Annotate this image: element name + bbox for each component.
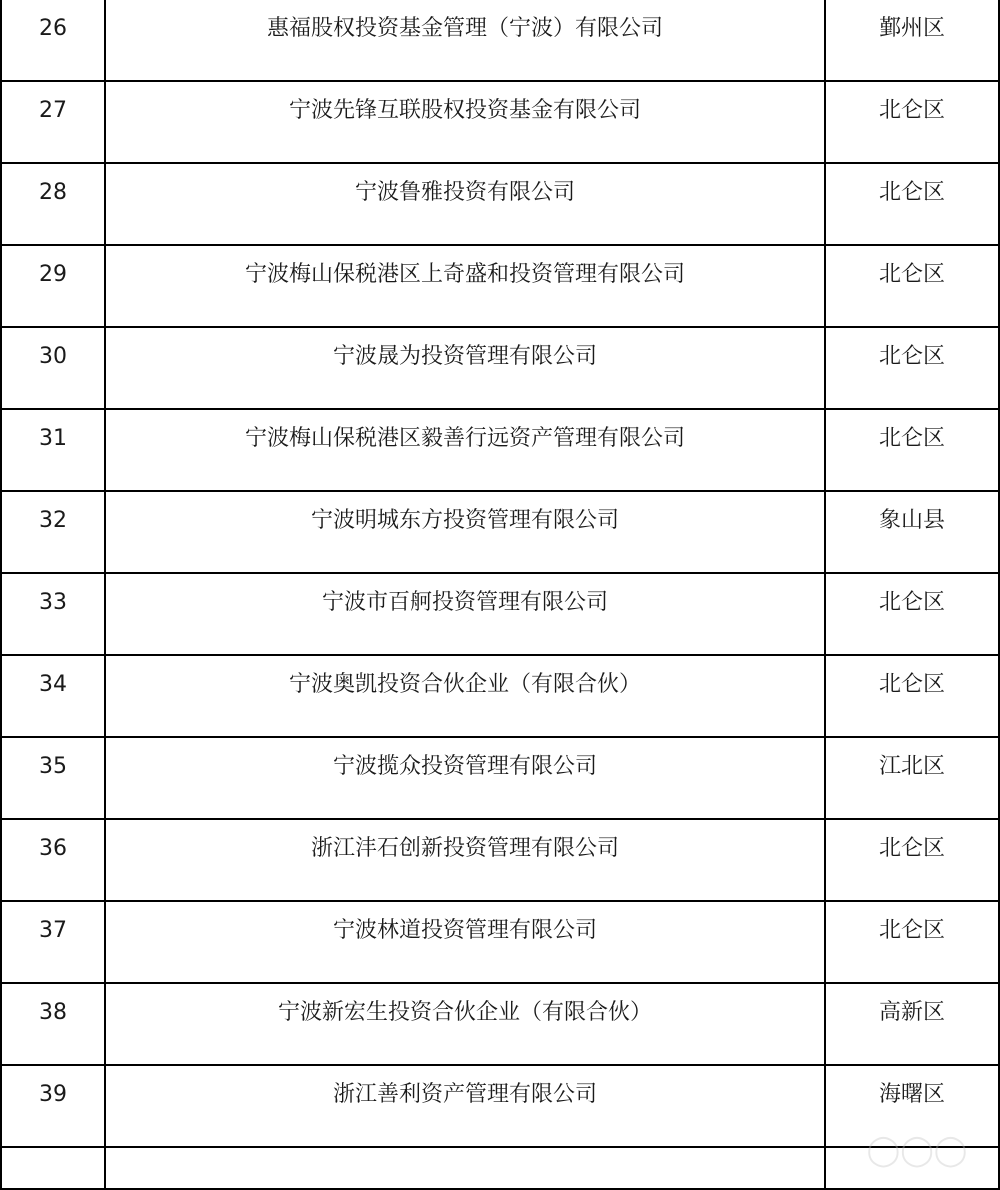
table-row bbox=[1, 983, 999, 1065]
row-number-cell-text: 39 bbox=[39, 1082, 67, 1107]
district-cell bbox=[825, 655, 999, 737]
company-name-cell bbox=[105, 983, 825, 1065]
table-row bbox=[1, 737, 999, 819]
row-number-cell-text: 27 bbox=[39, 98, 67, 123]
company-name-cell-text: 宁波林道投资管理有限公司 bbox=[332, 918, 597, 943]
table-row bbox=[1, 0, 999, 81]
table-row bbox=[1, 491, 999, 573]
district-cell bbox=[825, 491, 999, 573]
company-name-cell-text: 宁波明城东方投资管理有限公司 bbox=[310, 508, 619, 533]
district-cell bbox=[825, 163, 999, 245]
table-row bbox=[1, 245, 999, 327]
company-name-cell-text: 惠福股权投资基金管理（宁波）有限公司 bbox=[266, 16, 663, 41]
table-row bbox=[1, 327, 999, 409]
row-number-cell bbox=[1, 655, 105, 737]
row-number-cell bbox=[1, 327, 105, 409]
company-name-cell-text: 宁波晟为投资管理有限公司 bbox=[332, 344, 597, 369]
company-name-cell bbox=[105, 409, 825, 491]
row-number-cell bbox=[1, 0, 105, 81]
district-cell-text: 北仑区 bbox=[878, 590, 945, 615]
row-number-cell-text: 30 bbox=[39, 344, 67, 369]
company-name-cell bbox=[105, 245, 825, 327]
row-number-cell bbox=[1, 1065, 105, 1147]
row-number-cell bbox=[1, 491, 105, 573]
company-name-cell-text: 宁波市百舸投资管理有限公司 bbox=[321, 590, 608, 615]
district-cell-text: 北仑区 bbox=[878, 262, 945, 287]
company-name-cell bbox=[105, 737, 825, 819]
district-cell-text: 高新区 bbox=[878, 1000, 945, 1025]
company-name-cell bbox=[105, 327, 825, 409]
row-number-cell-text: 35 bbox=[39, 754, 67, 779]
district-cell-text: 北仑区 bbox=[878, 98, 945, 123]
table-row bbox=[1, 81, 999, 163]
row-number-cell bbox=[1, 81, 105, 163]
company-name-cell-text: 浙江沣石创新投资管理有限公司 bbox=[310, 836, 619, 861]
district-cell-text: 北仑区 bbox=[878, 426, 945, 451]
district-cell-text: 北仑区 bbox=[878, 672, 945, 697]
company-name-cell-text: 宁波鲁雅投资有限公司 bbox=[354, 180, 575, 205]
district-cell-text: 江北区 bbox=[878, 754, 945, 779]
table-row bbox=[1, 409, 999, 491]
table-row bbox=[1, 163, 999, 245]
row-number-cell bbox=[1, 163, 105, 245]
district-cell bbox=[825, 1065, 999, 1147]
row-number-cell-text: 37 bbox=[39, 918, 67, 943]
company-name-cell bbox=[105, 655, 825, 737]
company-name-cell-text: 宁波先锋互联股权投资基金有限公司 bbox=[288, 98, 641, 123]
district-cell-text: 北仑区 bbox=[878, 344, 945, 369]
table-row bbox=[1, 901, 999, 983]
district-cell bbox=[825, 81, 999, 163]
row-number-cell-text: 26 bbox=[39, 16, 67, 41]
district-cell-text: 北仑区 bbox=[878, 836, 945, 861]
row-number-cell-text: 36 bbox=[39, 836, 67, 861]
company-name-cell bbox=[105, 81, 825, 163]
row-number-cell-text: 28 bbox=[39, 180, 67, 205]
district-cell-text: 北仑区 bbox=[878, 918, 945, 943]
district-cell-text: 象山县 bbox=[878, 508, 945, 533]
district-cell-text: 海曙区 bbox=[878, 1082, 945, 1107]
company-name-cell bbox=[105, 573, 825, 655]
row-number-cell bbox=[1, 819, 105, 901]
row-number-cell bbox=[1, 737, 105, 819]
company-name-cell bbox=[105, 901, 825, 983]
company-name-cell bbox=[105, 0, 825, 81]
district-cell bbox=[825, 327, 999, 409]
district-cell-text: 北仑区 bbox=[878, 180, 945, 205]
company-name-cell-text: 宁波梅山保税港区毅善行远资产管理有限公司 bbox=[244, 426, 685, 451]
company-name-cell-text: 宁波梅山保税港区上奇盛和投资管理有限公司 bbox=[244, 262, 685, 287]
company-name-cell-text: 浙江善利资产管理有限公司 bbox=[332, 1082, 597, 1107]
district-cell bbox=[825, 573, 999, 655]
row-number-cell-text: 31 bbox=[39, 426, 67, 451]
company-name-cell-text: 宁波揽众投资管理有限公司 bbox=[332, 754, 597, 779]
table-row bbox=[1, 573, 999, 655]
table-row-partial bbox=[1, 1147, 999, 1189]
company-name-cell bbox=[105, 491, 825, 573]
district-cell bbox=[825, 737, 999, 819]
row-number-cell bbox=[1, 983, 105, 1065]
row-number-cell-text: 33 bbox=[39, 590, 67, 615]
table-row bbox=[1, 819, 999, 901]
row-number-cell bbox=[1, 409, 105, 491]
row-number-cell bbox=[1, 573, 105, 655]
row-number-cell bbox=[1, 901, 105, 983]
table-body bbox=[1, 0, 999, 1189]
company-name-cell-text: 宁波新宏生投资合伙企业（有限合伙） bbox=[277, 1000, 652, 1025]
row-number-cell-text: 32 bbox=[39, 508, 67, 533]
district-cell bbox=[825, 245, 999, 327]
watermark-logo: ◯◯◯ bbox=[866, 1133, 968, 1168]
company-name-cell bbox=[105, 163, 825, 245]
district-cell bbox=[825, 409, 999, 491]
district-cell bbox=[825, 819, 999, 901]
row-number-cell-text: 34 bbox=[39, 672, 67, 697]
row-number-cell bbox=[1, 245, 105, 327]
district-cell-text: 鄞州区 bbox=[878, 16, 945, 41]
row-number-cell-text: 29 bbox=[39, 262, 67, 287]
row-number-cell-text: 38 bbox=[39, 1000, 67, 1025]
company-name-cell-text: 宁波奥凯投资合伙企业（有限合伙） bbox=[288, 672, 641, 697]
table-row bbox=[1, 1065, 999, 1147]
district-cell bbox=[825, 983, 999, 1065]
district-cell bbox=[825, 0, 999, 81]
company-name-cell bbox=[105, 1065, 825, 1147]
district-cell bbox=[825, 901, 999, 983]
company-name-cell bbox=[105, 819, 825, 901]
table-row bbox=[1, 655, 999, 737]
